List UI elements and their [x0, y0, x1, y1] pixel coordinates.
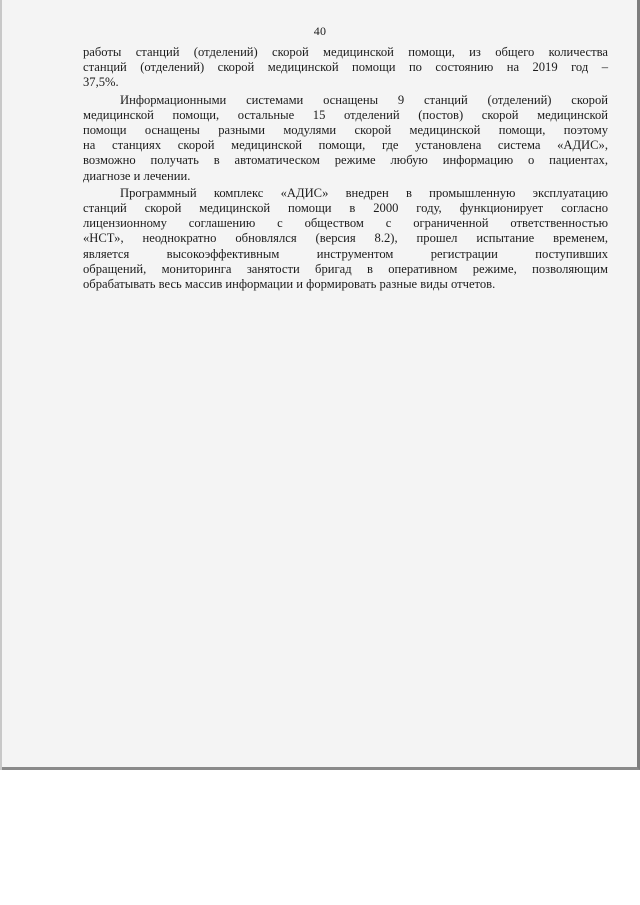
text-line: диагнозе и лечении. [83, 168, 191, 183]
text-line: лицензионному соглашению с обществом с ограниченной ответственностью [83, 216, 608, 231]
text-line: обрабатывать весь массив информации и формировать разные виды отчетов. [83, 277, 496, 292]
text-line: Программный комплекс «АДИС» внедрен в промышленную эксплуатацию [120, 185, 608, 200]
text-line: помощи оснащены разными модулями скорой медицинской помощи, поэтому [83, 123, 608, 138]
text-line: является высокоэффективным инструментом регистрации поступивших [83, 246, 608, 261]
paragraph-2 [83, 93, 608, 184]
text-line: «НСТ», неоднократно обновлялся (версия 8.2), прошел испытание временем, [83, 231, 608, 246]
paragraph-1 [83, 45, 608, 91]
text-line: станций (отделений) скорой медицинской помощи по состоянию на 2019 год – [83, 60, 608, 75]
paragraph-3 [83, 186, 608, 292]
page-number: 40 [313, 24, 327, 38]
text-line: обращений, мониторинга занятости бригад в оперативном режиме, позволяющим [83, 261, 608, 276]
document-body [83, 45, 608, 294]
page-edge [0, 0, 2, 770]
text-line: на станциях скорой медицинской помощи, где установлена система «АДИС», [83, 138, 608, 153]
text-line: работы станций (отделений) скорой медицинской помощи, из общего количества [83, 45, 608, 59]
text-line: Информационными системами оснащены 9 станций (отделений) скорой [120, 92, 608, 107]
text-line: 37,5%. [83, 75, 119, 90]
text-line: станций скорой медицинской помощи в 2000 году, функционирует согласно [83, 201, 608, 216]
text-line: возможно получать в автоматическом режиме любую информацию о пациентах, [83, 153, 608, 168]
text-line: медицинской помощи, остальные 15 отделений (постов) скорой медицинской [83, 107, 608, 122]
